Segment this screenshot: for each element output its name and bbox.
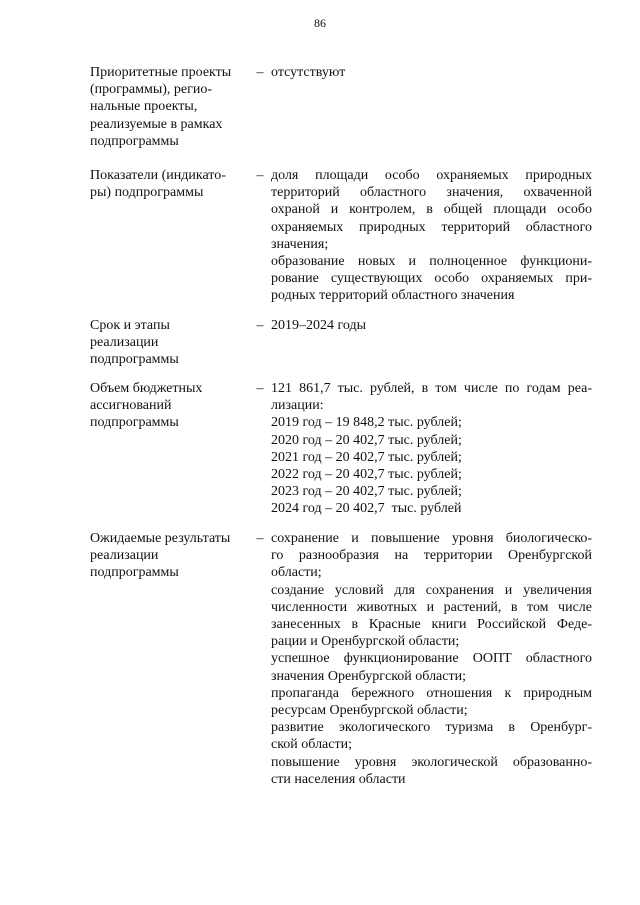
row-dash: – (256, 381, 264, 396)
value-line: занесенных в Красные книги Российской Феде- (271, 617, 592, 633)
value-line: охраной и контролем, в общей площади особо (271, 202, 592, 218)
value-line: 2022 год – 20 402,7 тыс. рублей; (271, 467, 462, 483)
value-line: сти населения области (271, 771, 406, 787)
value-line: области; (271, 565, 322, 581)
row-value (271, 530, 592, 788)
row-value (271, 64, 592, 81)
label-line: (программы), регио- (90, 82, 213, 98)
value-line: 2019 год – 19 848,2 тыс. рублей; (271, 415, 462, 431)
row-value (271, 317, 592, 334)
value-line: отсутствуют (271, 65, 346, 80)
label-line: Показатели (индикато- (90, 168, 226, 183)
row-dash: – (256, 65, 264, 80)
row-label (90, 167, 250, 201)
row-dash: – (256, 531, 264, 546)
label-line: реализации (90, 548, 159, 564)
value-line: развитие экологического туризма в Оренбург- (271, 720, 592, 736)
row-value (271, 380, 592, 518)
label-line: ры) подпрограммы (90, 185, 204, 201)
label-line: реализуемые в рамках (90, 116, 223, 132)
label-line: Срок и этапы (90, 318, 170, 333)
value-line: создание условий для сохранения и увеличения (271, 582, 592, 598)
value-line: 121 861,7 тыс. рублей, в том числе по годам реа- (271, 381, 592, 396)
value-line: лизации: (271, 398, 324, 414)
value-line: доля площади особо охраняемых природных (271, 168, 592, 183)
label-line: Объем бюджетных (90, 381, 203, 396)
value-line: рование существующих особо охраняемых при- (271, 271, 592, 287)
row-dash: – (256, 168, 264, 183)
value-line: 2021 год – 20 402,7 тыс. рублей; (271, 449, 462, 465)
value-line: значения; (271, 236, 329, 252)
value-line: охраняемых природных территорий областного (271, 219, 592, 235)
row-value (271, 167, 592, 305)
value-line: го разнообразия на территории Оренбургской (271, 548, 592, 564)
value-line: пропаганда бережного отношения к природным (271, 685, 592, 701)
row-label (90, 380, 250, 432)
label-line: ассигнований (90, 398, 172, 414)
row-label (90, 64, 250, 150)
label-line: Ожидаемые результаты (90, 531, 231, 546)
page-number: 86 (314, 16, 326, 30)
value-line: 2024 год – 20 402,7 тыс. рублей (271, 501, 462, 517)
label-line: реализации (90, 335, 159, 351)
value-line: 2020 год – 20 402,7 тыс. рублей; (271, 432, 462, 448)
value-line: численности животных и растений, в том числе (271, 599, 592, 615)
row-label (90, 317, 250, 369)
label-line: подпрограммы (90, 133, 179, 149)
value-line: ресурсам Оренбургской области; (271, 703, 468, 719)
value-line: родных территорий областного значения (271, 288, 515, 304)
value-line: сохранение и повышение уровня биологическо- (271, 531, 592, 546)
label-line: подпрограммы (90, 352, 179, 368)
label-line: нальные проекты, (90, 99, 198, 115)
label-line: подпрограммы (90, 565, 179, 581)
row-dash: – (256, 318, 264, 333)
value-line: территорий областного значения, охваченной (271, 185, 592, 201)
value-line: повышение уровня экологической образованно- (271, 754, 592, 770)
value-line: рации и Оренбургской области; (271, 634, 460, 650)
value-line: успешное функционирование ООПТ областного (271, 651, 592, 667)
row-label (90, 530, 250, 582)
value-line: значения Оренбургской области; (271, 668, 466, 684)
label-line: Приоритетные проекты (90, 65, 232, 80)
value-line: 2019–2024 годы (271, 318, 367, 333)
label-line: подпрограммы (90, 415, 179, 431)
value-line: 2023 год – 20 402,7 тыс. рублей; (271, 484, 462, 500)
value-line: образование новых и полноценное функциони- (271, 254, 592, 270)
value-line: ской области; (271, 737, 352, 753)
